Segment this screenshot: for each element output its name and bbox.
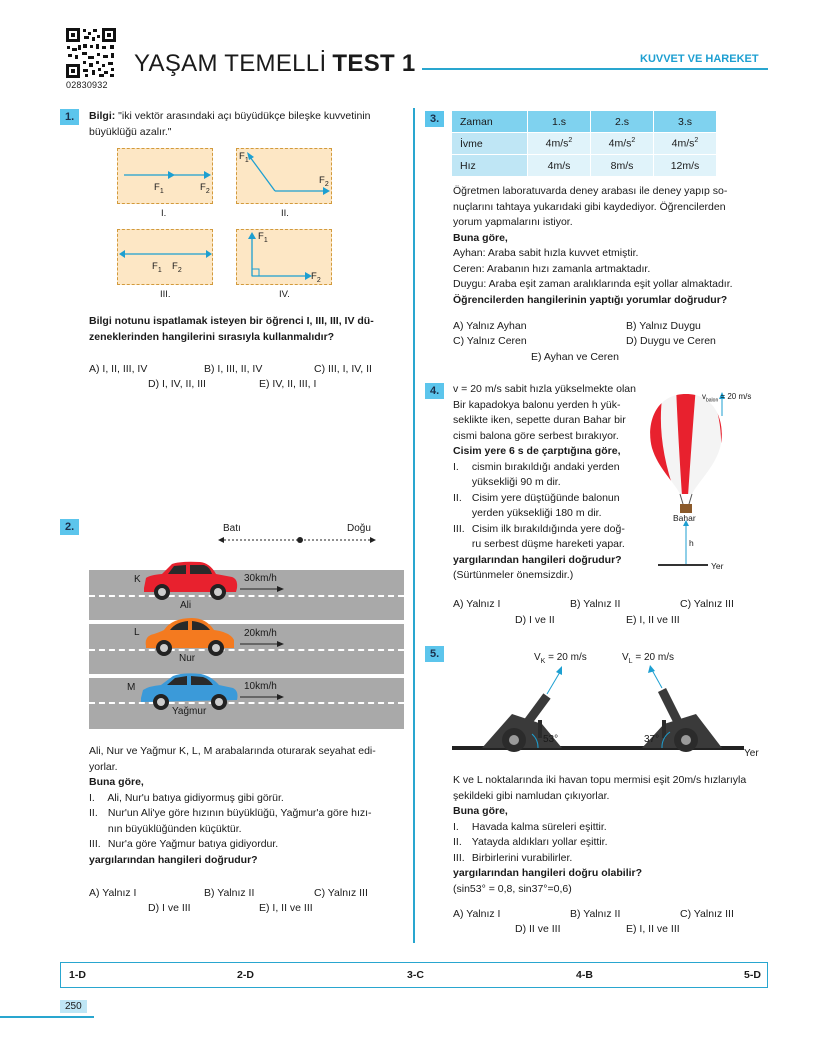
- info-label: Bilgi:: [89, 110, 116, 122]
- table-header: 3.s: [654, 111, 717, 133]
- car-k-arrow: [240, 585, 284, 593]
- figure-label-i: I.: [161, 208, 167, 219]
- ground-label: Yer: [711, 561, 724, 571]
- q2-intro: Ali, Nur ve Yağmur K, L, M arabalarında oturarak seyahat edi- yorlar. Buna göre, I. Ali, Nur'u batıya gidiyormuş gibi görür. II. Nur'un Ali'ye göre hızının büyüklüğü, Yağmur'a göre hızı- nın büyüklüğünden küçüktür. III. Nur'a göre Yağmur batıya gidiyordur. yargılarından hangileri doğrudur?: [89, 745, 376, 866]
- car-l-driver: Nur: [179, 653, 196, 664]
- mortar-figure: [452, 664, 752, 764]
- answer-4: 4-B: [576, 969, 593, 981]
- car-k-speed: 30km/h: [244, 573, 277, 584]
- answer-3: 3-C: [407, 969, 424, 981]
- question-number: 4.: [425, 383, 444, 399]
- table-header: 2.s: [591, 111, 654, 133]
- balloon-velocity: $v_{balon} = 20$ m/s: [702, 392, 752, 404]
- q2-option-b[interactable]: B) Yalnız II: [204, 887, 255, 899]
- question-4: [425, 383, 444, 399]
- car-m-speed: 10km/h: [244, 681, 277, 692]
- q4-option-d[interactable]: D) I ve II: [515, 614, 555, 626]
- table-row: İvme $4m/s^2$ $4m/s^2$ $4m/s^2$: [452, 133, 717, 155]
- q1-option-a[interactable]: A) I, II, III, IV: [89, 363, 148, 375]
- page-number-rule: [0, 1016, 94, 1018]
- car-m-letter: M: [127, 682, 136, 693]
- q3-table: [451, 110, 717, 177]
- question-3: [425, 111, 444, 127]
- q4-option-a[interactable]: A) Yalnız I: [453, 598, 501, 610]
- figure-label-iii: III.: [160, 289, 171, 300]
- question-1: [60, 109, 79, 125]
- vk-label: $V_K = 20$ m/s: [534, 652, 587, 665]
- q1-question: Bilgi notunu ispatlamak isteyen bir öğrenci I, III, III, IV dü- zeneklerinden hangilerini sırasıyla kullanmalıdır?: [89, 315, 374, 343]
- table-header: Zaman: [452, 111, 528, 133]
- car-k: [140, 560, 240, 602]
- car-l: [142, 616, 238, 658]
- q4-option-b[interactable]: B) Yalnız II: [570, 598, 621, 610]
- question-number: 1.: [60, 109, 79, 125]
- car-l-speed: 20km/h: [244, 628, 277, 639]
- page-number: 250: [60, 1000, 87, 1013]
- q1-option-e[interactable]: E) IV, II, III, I: [259, 378, 317, 390]
- car-l-letter: L: [134, 627, 140, 638]
- q3-option-c[interactable]: C) Yalnız Ceren: [453, 335, 527, 347]
- car-k-driver: Ali: [180, 600, 192, 611]
- question-number: 5.: [425, 646, 444, 662]
- q2-option-d[interactable]: D) I ve III: [148, 902, 191, 914]
- ground-label-q5: Yer: [744, 748, 759, 759]
- q3-option-a[interactable]: A) Yalnız Ayhan: [453, 320, 527, 332]
- table-header: 1.s: [528, 111, 591, 133]
- q4-option-e[interactable]: E) I, II ve III: [626, 614, 680, 626]
- car-k-letter: K: [134, 574, 141, 585]
- car-m-arrow: [240, 693, 284, 701]
- question-2: [60, 519, 79, 535]
- title-rule: [422, 68, 768, 70]
- column-divider: [413, 108, 415, 943]
- q1-info: Bilgi: "iki vektör arasındaki açı büyüdükçe bileşke kuvvetinin büyüklüğü azalır.": [89, 110, 371, 138]
- q2-option-e[interactable]: E) I, II ve III: [259, 902, 313, 914]
- q3-option-b[interactable]: B) Yalnız Duygu: [626, 320, 701, 332]
- figure-label-ii: II.: [281, 208, 289, 219]
- angle-l-label: 37°: [644, 734, 660, 745]
- vl-label: $V_L = 20$ m/s: [622, 652, 674, 665]
- angle-k-label: 53°: [543, 734, 559, 745]
- east-label: Doğu: [347, 523, 371, 534]
- q5-option-c[interactable]: C) Yalnız III: [680, 908, 734, 920]
- q3-text: Öğretmen laboratuvarda deney arabası ile deney yapıp so- nuçlarını tahtaya yukarıdaki gibi kaydediyor. Öğrencilerden yorum yapmalarını istiyor. Buna göre, Ayhan: Araba sabit hızla kuvvet etmiştir. Ceren: Arabanın hızı zamanla artmaktadır. Duygu: Araba eşit zaman aralıklarında eşit yollar almaktadır. Öğrencilerden hangilerinin yaptığı yorumlar doğrudur?: [453, 185, 733, 306]
- answer-5: 5-D: [744, 969, 761, 981]
- car-m-driver: Yağmur: [172, 706, 207, 717]
- q2-option-a[interactable]: A) Yalnız I: [89, 887, 137, 899]
- qr-code-number: 02830932: [66, 80, 108, 90]
- q5-option-b[interactable]: B) Yalnız II: [570, 908, 621, 920]
- q1-option-d[interactable]: D) I, IV, II, III: [148, 378, 206, 390]
- figure-iv: $F_1$ $F_2$: [236, 229, 332, 285]
- question-number: 3.: [425, 111, 444, 127]
- figure-iii: $F_1$ $F_2$: [117, 229, 213, 285]
- q5-option-a[interactable]: A) Yalnız I: [453, 908, 501, 920]
- answer-2: 2-D: [237, 969, 254, 981]
- question-number: 2.: [60, 519, 79, 535]
- page-title: [134, 50, 416, 78]
- direction-axis: [218, 534, 376, 546]
- answer-key: [60, 962, 768, 988]
- qr-code-icon: [66, 28, 116, 78]
- q5-option-d[interactable]: D) II ve III: [515, 923, 561, 935]
- q1-option-c[interactable]: C) III, I, IV, II: [314, 363, 372, 375]
- figure-i: $F_1$ $F_2$: [117, 148, 213, 204]
- q5-option-e[interactable]: E) I, II ve III: [626, 923, 680, 935]
- subject-label: KUVVET VE HAREKET: [640, 53, 759, 65]
- q3-option-d[interactable]: D) Duygu ve Ceren: [626, 335, 716, 347]
- table-row: Hız 4m/s 8m/s 12m/s: [452, 155, 717, 177]
- q4-option-c[interactable]: C) Yalnız III: [680, 598, 734, 610]
- title-test: TEST 1: [332, 50, 416, 77]
- question-5: [425, 646, 444, 662]
- figure-ii: $F_1$ $F_2$: [236, 148, 332, 204]
- q4-text: v = 20 m/s sabit hızla yükselmekte olan Bir kapadokya balonu yerden h yük- seklikte iken, sepette duran Bahar bir cismi balona göre serbest bırakıyor. Cisim yere 6 s de çarptığına göre, I. cismin bırakıldığı andaki yerden yüksekliği 90 m dir. II. Cisim yere düştüğünde balonun yerden yüksekliği 180 m dir. III. Cisim ilk bırakıldığında yere doğ- ru serbest düşme hareketi yapar. yargılarından hangileri doğrudur? (Sürtünmeler önemsizdir.): [453, 383, 636, 581]
- west-label: Batı: [223, 523, 241, 534]
- balloon-figure: [646, 386, 768, 576]
- car-l-arrow: [240, 640, 284, 648]
- person-label: Bahar: [673, 513, 696, 523]
- q5-text: K ve L noktalarında iki havan topu mermisi eşit 20m/s hızlarıyla şekildeki gibi namludan çıkıyorlar. Buna göre, I. Havada kalma süreleri eşittir. II. Yatayda aldıkları yollar eşittir. III. Birbirlerini vurabilirler. yargılarından hangileri doğru olabilir? (sin53° = 0,8, sin37°=0,6): [453, 774, 747, 895]
- figure-label-iv: IV.: [279, 289, 290, 300]
- title-prefix: YAŞAM TEMELLİ: [134, 50, 327, 77]
- q1-option-b[interactable]: B) I, III, II, IV: [204, 363, 263, 375]
- answer-1: 1-D: [69, 969, 86, 981]
- q2-option-c[interactable]: C) Yalnız III: [314, 887, 368, 899]
- q3-option-e[interactable]: E) Ayhan ve Ceren: [531, 351, 619, 363]
- height-label: h: [689, 538, 694, 548]
